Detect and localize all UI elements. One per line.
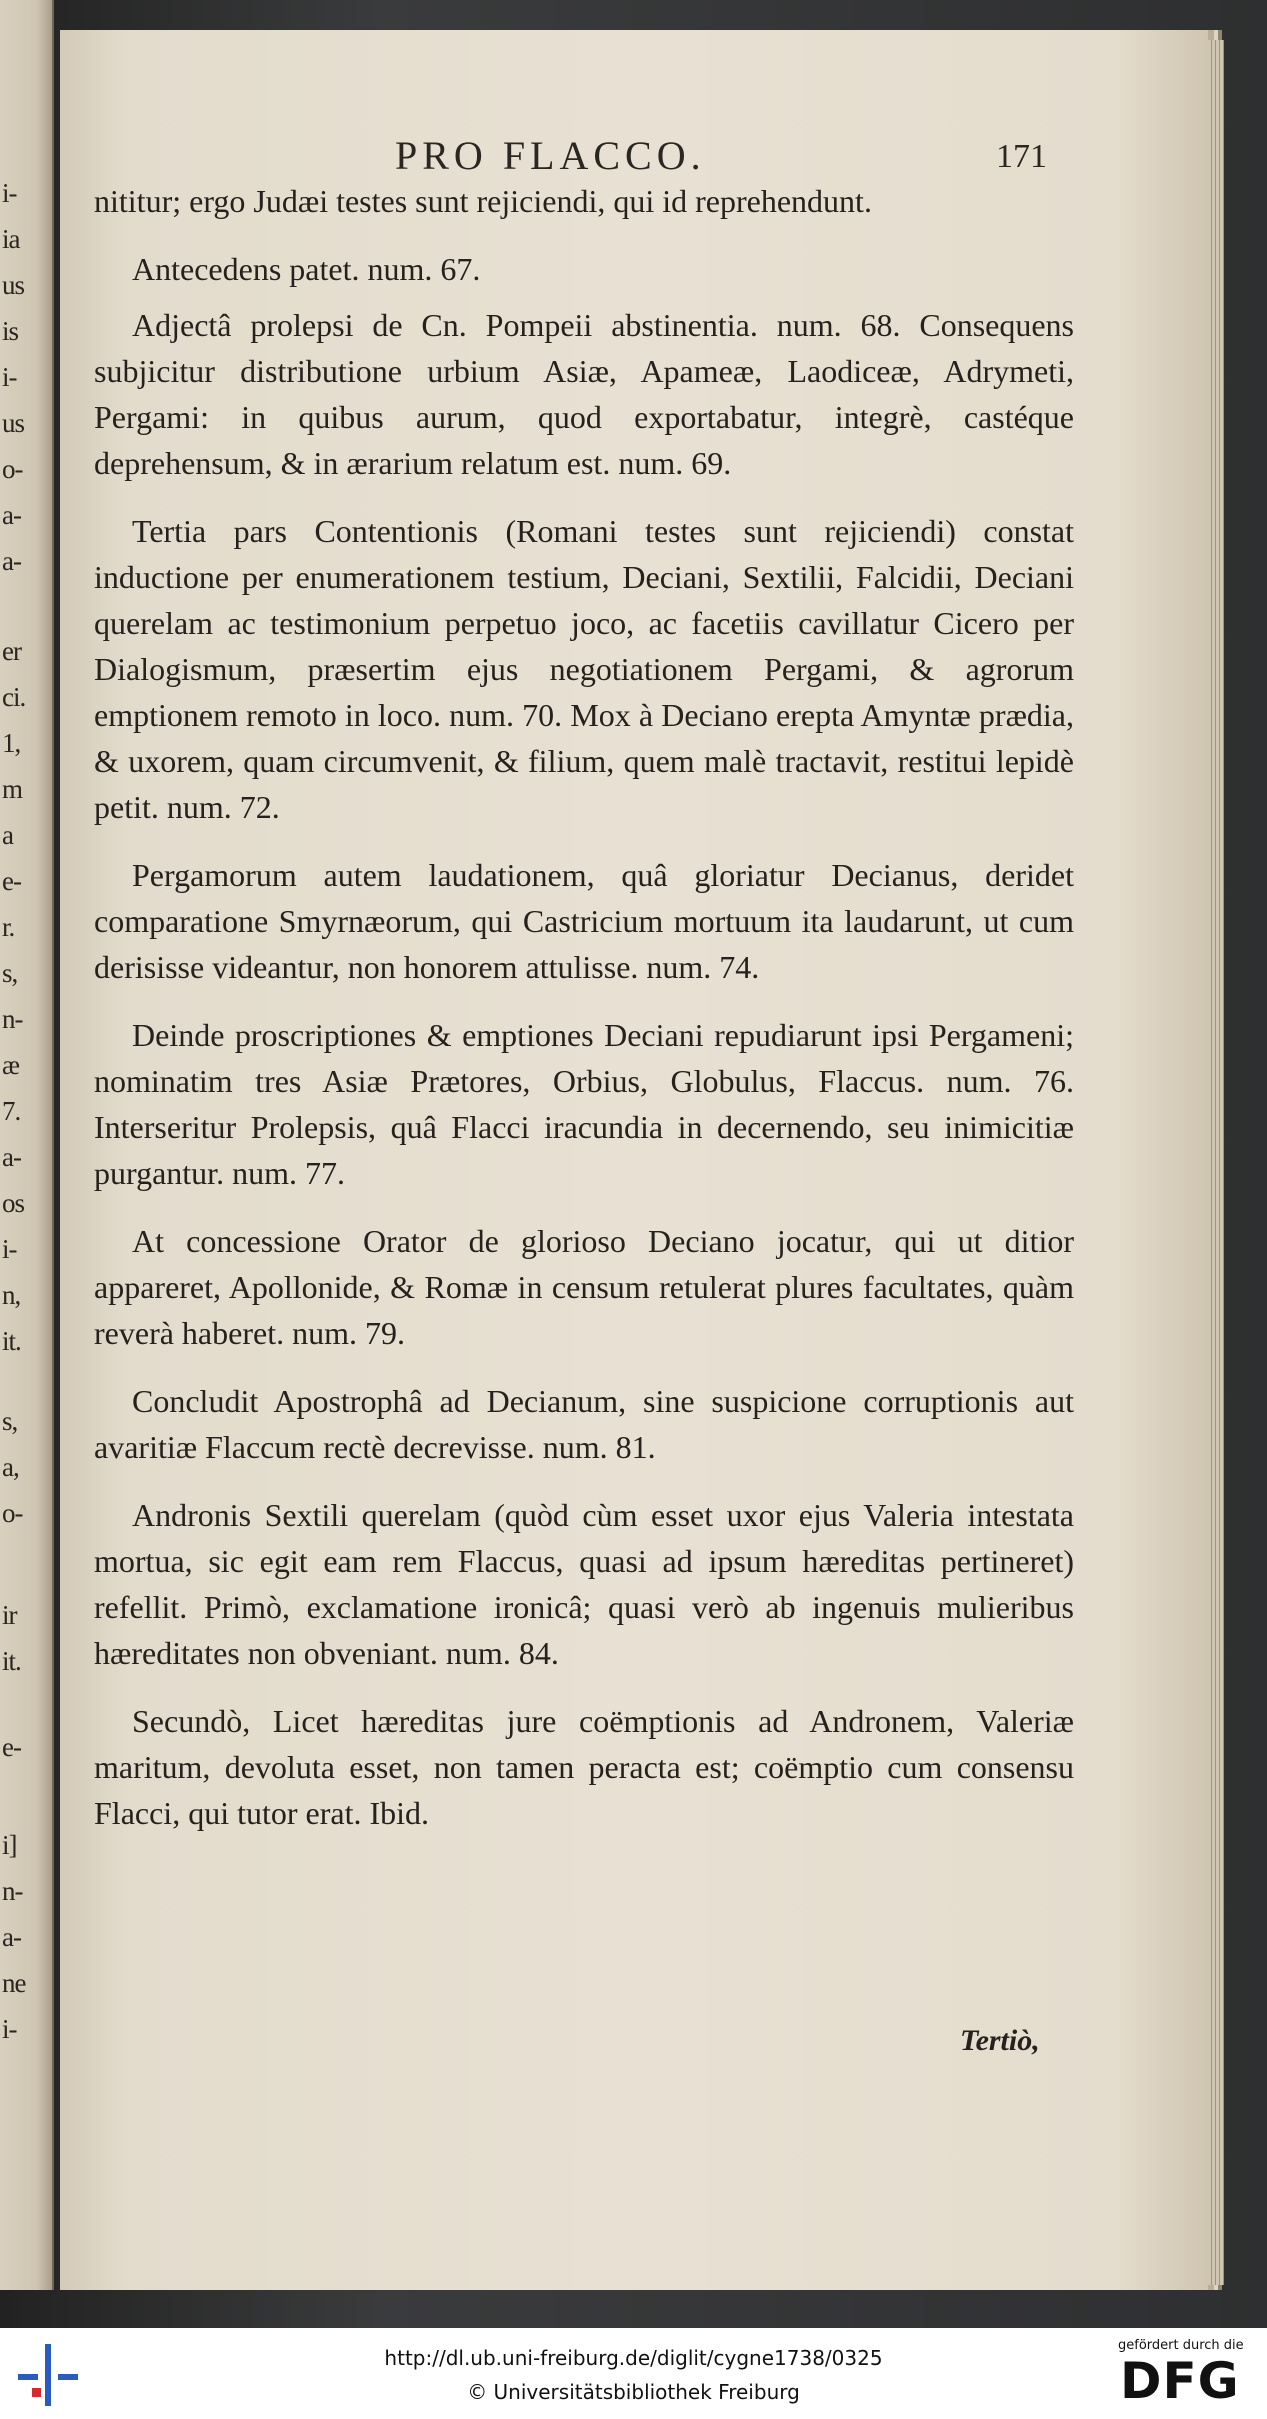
previous-page-text-fragment: a-	[2, 1142, 21, 1172]
paragraph-8: Concludit Apostrophâ ad Decianum, sine suspicione corruptionis aut avaritiæ Flaccum rectè decrevisse. num. 81.	[94, 1383, 1074, 1465]
paragraph-6: Deinde proscriptiones & emptiones Deciani repudiarunt ipsi Pergameni; nominatim tres Asiæ Prætores, Orbius, Globulus, Flaccus. num. 76. Interseritur Prolepsis, quâ Flacci iracundia in decernendo, seu inimicitiæ purgantur. num. 77.	[94, 1017, 1074, 1191]
previous-page-text-fragment: a-	[2, 1922, 21, 1952]
previous-page-text-fragment: i-	[2, 178, 17, 208]
page-stack-edge	[1208, 40, 1224, 2285]
previous-page-text-fragment: n,	[2, 1280, 21, 1310]
previous-page-text-fragment: a,	[2, 1452, 19, 1482]
paragraph-9: Andronis Sextili querelam (quòd cùm esset uxor ejus Valeria intestata mortua, sic egit eam rem Flaccus, quasi ad ipsum hæreditas pertineret) refellit. Primò, exclamatione ironicâ; quasi verò ab ingenuis mulieribus hæreditates non obveniant. num. 84.	[94, 1497, 1074, 1671]
previous-page-text-fragment: us	[2, 270, 25, 300]
previous-page-text-fragment: er	[2, 636, 21, 666]
previous-page-text-fragment: i]	[2, 1830, 17, 1860]
dfg-logo[interactable]: DFG	[1120, 2352, 1240, 2410]
previous-page-text-fragment: m	[2, 774, 23, 804]
previous-page-text-fragment: s,	[2, 958, 18, 988]
previous-page-text-fragment: 7.	[2, 1096, 21, 1126]
previous-page-text-fragment: a-	[2, 546, 21, 576]
previous-page-text-fragment: it.	[2, 1646, 21, 1676]
paragraph-7: At concessione Orator de glorioso Deciano jocatur, qui ut ditior appareret, Apollonide, & Romæ in censum retulerat plures facultates, quàm reverà haberet. num. 79.	[94, 1223, 1074, 1351]
previous-page-text-fragment: us	[2, 408, 25, 438]
paragraph-10: Secundò, Licet hæreditas jure coëmptionis ad Andronem, Valeriæ maritum, devoluta esset, non tamen peracta est; coëmptio cum consensu Flacci, qui tutor erat. Ibid.	[94, 1703, 1074, 1831]
page-number: 171	[996, 138, 1047, 175]
previous-page-edge	[0, 0, 54, 2290]
previous-page-text-fragment: a	[2, 820, 13, 850]
paragraph-5: Pergamorum autem laudationem, quâ gloriatur Decianus, deridet comparatione Smyrnæorum, qui Castricium mortuum ita laudarunt, ut cum derisisse videantur, non honorem attulisse. num. 74.	[94, 857, 1074, 985]
previous-page-text-fragment: a-	[2, 500, 21, 530]
paragraph-2: Antecedens patet. num. 67.	[132, 251, 481, 287]
catchword: Tertiò,	[960, 2024, 1040, 2057]
funded-by-label: gefördert durch die	[1118, 2338, 1244, 2353]
previous-page-text-fragment: n-	[2, 1876, 23, 1906]
body-text	[94, 178, 1074, 1846]
paragraph-4: Tertia pars Contentionis (Romani testes sunt rejiciendi) constat inductione per enumerationem testium, Deciani, Sextilii, Falcidii, Deciani querelam ac testimonium perpetuo joco, ac facetiis cavillatur Cicero per Dialogismum, præsertim ejus negotiationem Pergami, & agrorum emptionem remoto in loco. num. 70. Mox à Deciano erepta Amyntæ prædia, & uxorem, quam circumvenit, & filium, quem malè tractavit, restitui lepidè petit. num. 72.	[94, 513, 1074, 825]
previous-page-text-fragment: r.	[2, 912, 15, 942]
viewer-footer	[0, 2328, 1267, 2419]
previous-page-text-fragment: s,	[2, 1406, 18, 1436]
previous-page-text-fragment: it.	[2, 1326, 21, 1356]
previous-page-text-fragment: æ	[2, 1050, 20, 1080]
previous-page-text-fragment: ne	[2, 1968, 26, 1998]
previous-page-text-fragment: i-	[2, 362, 17, 392]
running-head: PRO FLACCO.	[395, 133, 706, 178]
previous-page-text-fragment: i-	[2, 2014, 17, 2044]
previous-page-text-fragment: os	[2, 1188, 25, 1218]
previous-page-text-fragment: ia	[2, 224, 20, 254]
paragraph-1: nititur; ergo Judæi testes sunt rejiciendi, qui id reprehendunt.	[94, 183, 872, 219]
previous-page-text-fragment: ci.	[2, 682, 26, 712]
previous-page-text-fragment: e-	[2, 1732, 21, 1762]
previous-page-text-fragment: ir	[2, 1600, 17, 1630]
previous-page-text-fragment: i-	[2, 1234, 17, 1264]
previous-page-text-fragment: 1,	[2, 728, 21, 758]
previous-page-text-fragment: o-	[2, 454, 23, 484]
previous-page-text-fragment: n-	[2, 1004, 23, 1034]
paragraph-3: Adjectâ prolepsi de Cn. Pompeii abstinentia. num. 68. Consequens subjicitur distributione urbium Asiæ, Apameæ, Laodiceæ, Adrymeti, Pergami: in quibus aurum, quod exportabatur, integrè, castéque deprehensum, & in ærarium relatum est. num. 69.	[94, 307, 1074, 481]
copyright-notice: © Universitätsbibliothek Freiburg	[467, 2380, 800, 2404]
previous-page-text-fragment: is	[2, 316, 19, 346]
previous-page-text-fragment: o-	[2, 1498, 23, 1528]
previous-page-text-fragment: e-	[2, 866, 21, 896]
document-url-link[interactable]: http://dl.ub.uni-freiburg.de/diglit/cygne1738/0325	[384, 2346, 883, 2370]
